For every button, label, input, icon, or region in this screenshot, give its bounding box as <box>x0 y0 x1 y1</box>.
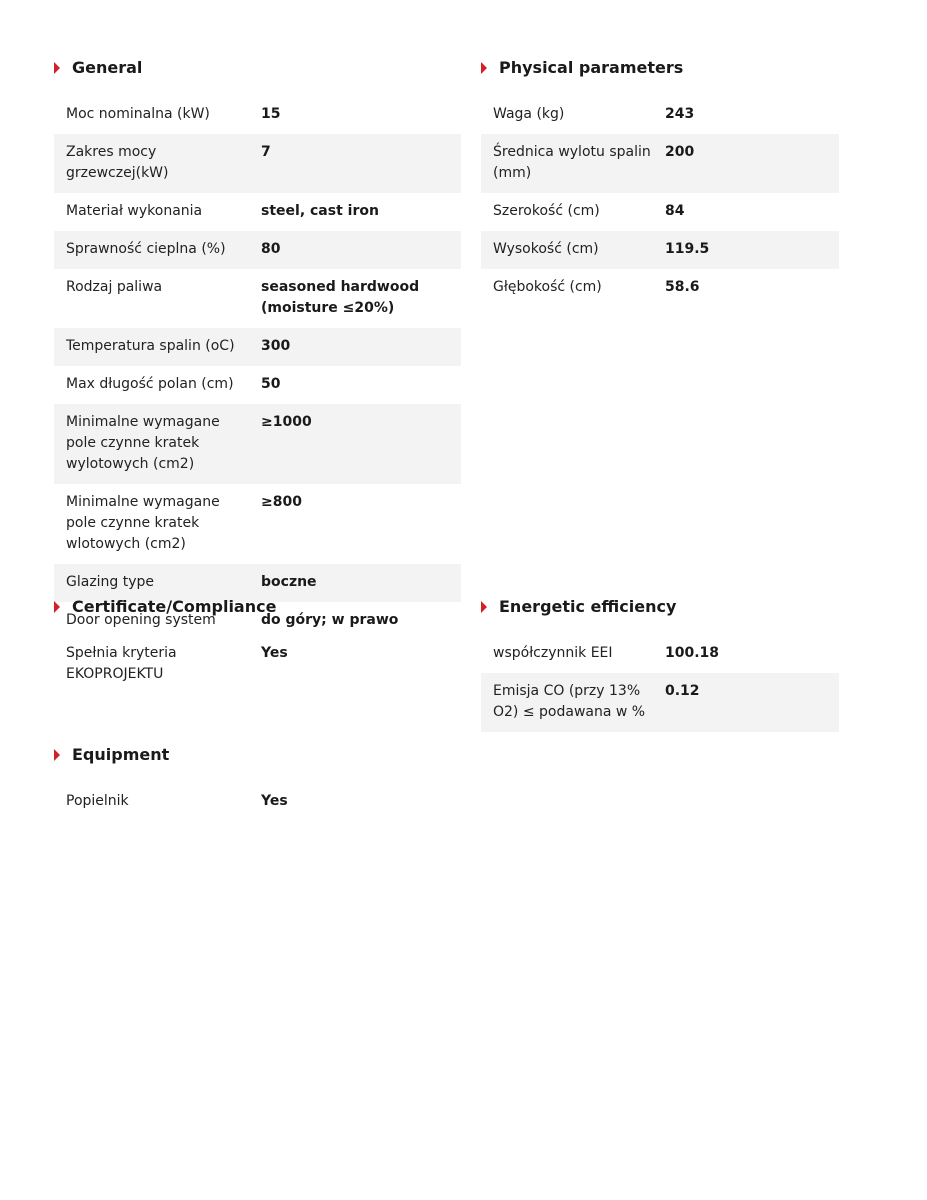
caret-right-icon <box>54 601 60 613</box>
spec-row <box>54 404 461 484</box>
spec-value: 100.18 <box>665 645 720 661</box>
spec-row <box>481 231 839 269</box>
section-certificate-compliance <box>54 597 461 694</box>
spec-value: 243 <box>665 106 695 122</box>
spec-label: Minimalne wymagane pole czynne kratek wylotowych (cm2) <box>66 414 220 472</box>
spec-value: 84 <box>665 203 685 219</box>
spec-row <box>481 134 839 193</box>
spec-label: Glazing type <box>66 574 155 590</box>
section-title: Physical parameters <box>499 58 684 77</box>
spec-row <box>481 269 839 307</box>
spec-row <box>54 635 461 694</box>
spec-label: Średnica wylotu spalin (mm) <box>493 144 651 181</box>
spec-value: 200 <box>665 144 695 160</box>
spec-value: steel, cast iron <box>261 203 379 219</box>
caret-right-icon <box>54 749 60 761</box>
spec-value: 58.6 <box>665 279 700 295</box>
spec-label: Sprawność cieplna (%) <box>66 241 226 257</box>
spec-row <box>481 635 839 673</box>
spec-value: 80 <box>261 241 281 257</box>
spec-label: Emisja CO (przy 13% O2) ≤ podawana w % <box>493 683 646 720</box>
spec-row <box>54 193 461 231</box>
spec-value: 7 <box>261 144 271 160</box>
spec-label: Temperatura spalin (oC) <box>66 338 235 354</box>
spec-row <box>54 484 461 564</box>
section-title: General <box>72 58 143 77</box>
spec-row <box>481 673 839 732</box>
spec-value: 50 <box>261 376 281 392</box>
spec-table <box>54 96 461 640</box>
spec-label: Materiał wykonania <box>66 203 203 219</box>
section-header <box>54 745 461 769</box>
section-energetic-efficiency <box>481 597 839 732</box>
spec-value: do góry; w prawo <box>261 612 399 628</box>
spec-label: Max długość polan (cm) <box>66 376 234 392</box>
spec-row <box>54 134 461 193</box>
section-title: Equipment <box>72 745 170 764</box>
spec-row <box>481 96 839 134</box>
spec-label: Rodzaj paliwa <box>66 279 163 295</box>
spec-label: Popielnik <box>66 793 129 809</box>
spec-value: Yes <box>261 645 288 661</box>
section-general <box>54 58 461 640</box>
spec-row <box>54 96 461 134</box>
spec-table <box>481 635 839 732</box>
spec-row <box>54 328 461 366</box>
spec-value: boczne <box>261 574 317 590</box>
spec-label: współczynnik EEI <box>493 645 613 661</box>
section-title: Certificate/Compliance <box>72 597 277 616</box>
spec-label: Głębokość (cm) <box>493 279 602 295</box>
spec-row <box>481 193 839 231</box>
spec-value: 15 <box>261 106 281 122</box>
spec-row <box>54 783 461 821</box>
caret-right-icon <box>481 62 487 74</box>
spec-value: ≥1000 <box>261 414 312 430</box>
spec-label: Waga (kg) <box>493 106 565 122</box>
section-header <box>481 597 839 621</box>
spec-row <box>54 269 461 328</box>
spec-label: Spełnia kryteria EKOPROJEKTU <box>66 645 177 682</box>
section-title: Energetic efficiency <box>499 597 677 616</box>
section-header <box>481 58 839 82</box>
caret-right-icon <box>481 601 487 613</box>
spec-table <box>481 96 839 307</box>
spec-row <box>54 231 461 269</box>
spec-table <box>54 783 461 821</box>
section-equipment <box>54 745 461 821</box>
spec-row <box>54 366 461 404</box>
spec-value: Yes <box>261 793 288 809</box>
spec-value: seasoned hardwood (moisture ≤20%) <box>261 279 420 316</box>
spec-label: Wysokość (cm) <box>493 241 599 257</box>
spec-label: Door opening system <box>66 612 216 628</box>
spec-label: Moc nominalna (kW) <box>66 106 210 122</box>
spec-value: 300 <box>261 338 291 354</box>
section-header <box>54 597 461 621</box>
spec-value: ≥800 <box>261 494 302 510</box>
section-physical-parameters <box>481 58 839 307</box>
spec-value: 0.12 <box>665 683 700 699</box>
spec-value: 119.5 <box>665 241 710 257</box>
section-header <box>54 58 461 82</box>
caret-right-icon <box>54 62 60 74</box>
spec-label: Zakres mocy grzewczej(kW) <box>66 144 169 181</box>
spec-label: Minimalne wymagane pole czynne kratek wlotowych (cm2) <box>66 494 220 552</box>
spec-table <box>54 635 461 694</box>
spec-label: Szerokość (cm) <box>493 203 600 219</box>
